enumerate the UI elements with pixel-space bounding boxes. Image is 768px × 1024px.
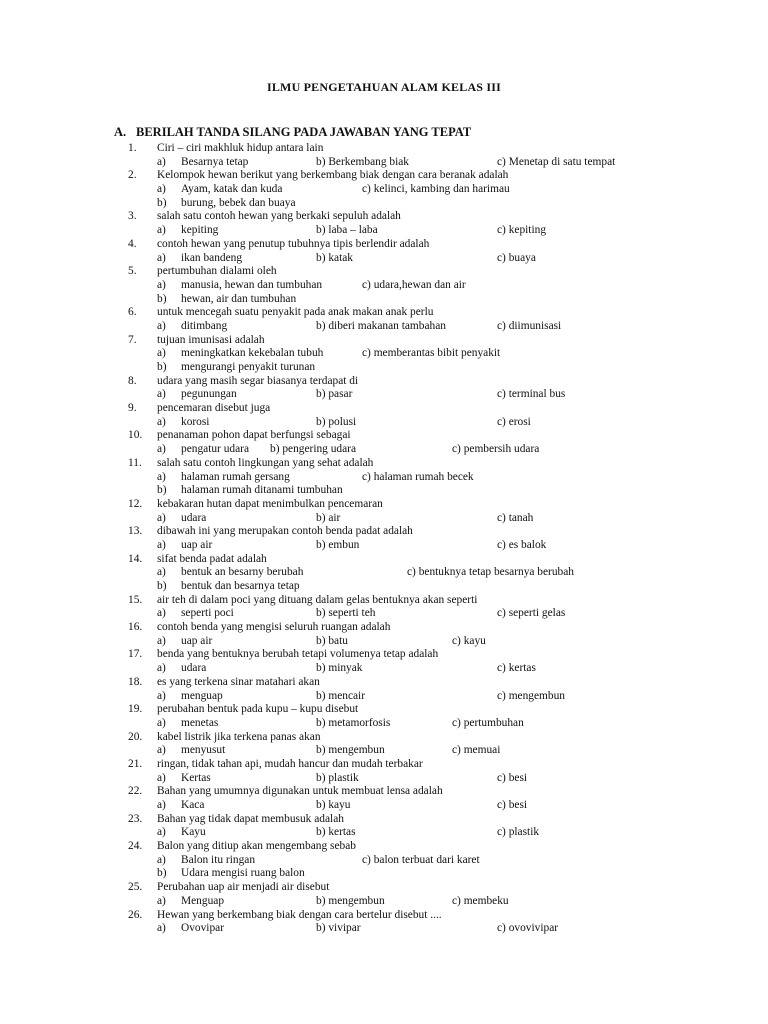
answer-options-row: [0, 443, 768, 457]
option-letter: a): [157, 922, 166, 935]
option-letter: a): [157, 347, 166, 360]
answer-option[interactable]: b) mencair: [316, 689, 366, 702]
question-number: 7.: [128, 333, 137, 346]
question-number: 1.: [128, 142, 137, 154]
option-letter: b): [157, 580, 167, 592]
answer-options-row: [0, 279, 768, 293]
question-item: [0, 909, 768, 923]
answer-option[interactable]: b) polusi: [316, 415, 357, 428]
question-item: [0, 402, 768, 416]
answer-option[interactable]: [157, 566, 303, 580]
option-text: meningkatkan kekebalan tubuh: [181, 347, 324, 360]
option-letter: a): [157, 155, 166, 168]
answer-options-row: [0, 484, 768, 498]
answer-options-row: [0, 854, 768, 868]
question-text: penanaman pohon dapat berfungsi sebagai: [157, 429, 351, 442]
option-text: menguap: [181, 689, 223, 702]
answer-option[interactable]: c) udara,hewan dan air: [362, 278, 466, 291]
answer-option[interactable]: [157, 279, 322, 293]
answer-option[interactable]: [157, 512, 206, 526]
answer-option[interactable]: [157, 867, 305, 881]
question-text: pencemaran disebut juga: [157, 402, 271, 415]
answer-option[interactable]: [157, 388, 237, 402]
question-text: Perubahan uap air menjadi air disebut: [157, 881, 330, 894]
answer-option[interactable]: [157, 607, 234, 621]
question-item: [0, 758, 768, 772]
answer-option[interactable]: [157, 347, 323, 361]
question-item: [0, 457, 768, 471]
question-number: 10.: [128, 429, 143, 442]
answer-option[interactable]: [157, 539, 212, 553]
answer-options-row: [0, 471, 768, 485]
answer-option[interactable]: [157, 197, 296, 211]
answer-option[interactable]: [157, 252, 242, 266]
question-text: untuk mencegah suatu penyakit pada anak makan anak perlu: [157, 306, 434, 319]
question-number: 11.: [128, 456, 142, 469]
question-number: 17.: [128, 648, 143, 661]
option-letter: a): [157, 251, 166, 264]
answer-options-row: [0, 416, 768, 430]
answer-option[interactable]: [157, 183, 282, 197]
answer-option[interactable]: b) katak: [316, 251, 354, 264]
answer-option[interactable]: c) pembersih udara: [452, 443, 540, 456]
question-number: 12.: [128, 497, 143, 510]
option-letter: b): [157, 196, 167, 209]
question-text: es yang terkena sinar matahari akan: [157, 675, 320, 688]
option-letter: a): [157, 689, 166, 702]
question-number: 21.: [128, 757, 143, 770]
answer-option[interactable]: c) ovovivipar: [497, 922, 559, 935]
answer-option[interactable]: c) erosi: [497, 415, 531, 428]
option-text: ikan bandeng: [181, 251, 243, 264]
answer-option[interactable]: c) mengembun: [497, 689, 566, 702]
answer-option[interactable]: [157, 854, 255, 868]
answer-option[interactable]: b) Berkembang biak: [316, 155, 409, 168]
question-text: kabel listrik jika terkena panas akan: [157, 730, 321, 743]
question-number: 4.: [128, 237, 137, 250]
answer-options-row: [0, 156, 768, 170]
option-text: pengatur udara: [181, 443, 249, 456]
option-text: Udara mengisi ruang balon: [181, 867, 305, 880]
option-text: halaman rumah ditanami tumbuhan: [181, 484, 343, 497]
question-text: tujuan imunisasi adalah: [157, 333, 265, 346]
option-text: uap air: [181, 634, 213, 647]
question-item: [0, 142, 768, 156]
answer-option[interactable]: [157, 416, 209, 430]
question-item: [0, 238, 768, 252]
answer-option[interactable]: [157, 361, 315, 375]
question-text: contoh hewan yang penutup tubuhnya tipis berlendir adalah: [157, 237, 430, 250]
answer-option[interactable]: [157, 484, 343, 498]
answer-option[interactable]: [157, 799, 204, 813]
answer-option[interactable]: b) embun: [316, 538, 360, 551]
answer-option[interactable]: b) seperti teh: [316, 607, 376, 620]
worksheet-title: ILMU PENGETAHUAN ALAM KELAS III: [266, 80, 501, 94]
question-item: [0, 594, 768, 608]
question-number: 15.: [128, 593, 143, 606]
section-heading-text: BERILAH TANDA SILANG PADA JAWABAN YANG TEPAT: [136, 125, 472, 139]
question-item: [0, 265, 768, 279]
question-item: [0, 840, 768, 854]
answer-option[interactable]: [157, 580, 300, 594]
question-text: dibawah ini yang merupakan contoh benda padat adalah: [157, 525, 413, 538]
option-text: halaman rumah gersang: [181, 470, 290, 483]
question-text: contoh benda yang mengisi seluruh ruangan adalah: [157, 621, 391, 634]
answer-option[interactable]: b) air: [316, 511, 341, 524]
option-letter: a): [157, 771, 166, 784]
option-text: mengurangi penyakit turunan: [181, 361, 316, 373]
option-letter: a): [157, 634, 166, 647]
question-text: salah satu contoh hewan yang berkaki sepuluh adalah: [157, 210, 401, 223]
option-letter: a): [157, 511, 166, 524]
question-number: 16.: [128, 621, 143, 634]
answer-options-row: [0, 690, 768, 704]
answer-option[interactable]: c) memberantas bibit penyakit: [362, 347, 501, 360]
answer-option[interactable]: [157, 443, 249, 457]
answer-option[interactable]: [157, 320, 227, 334]
option-letter: a): [157, 894, 166, 907]
answer-option[interactable]: b) kertas: [316, 826, 356, 839]
question-number: 9.: [128, 402, 137, 415]
answer-option[interactable]: c) halaman rumah becek: [362, 470, 474, 483]
option-text: Menguap: [181, 894, 225, 907]
answer-option[interactable]: [157, 224, 218, 238]
answer-options-row: [0, 361, 768, 375]
answer-option[interactable]: [157, 662, 206, 676]
option-letter: a): [157, 224, 166, 237]
question-item: [0, 525, 768, 539]
option-letter: a): [157, 662, 166, 675]
answer-option[interactable]: b) kayu: [316, 799, 351, 811]
answer-option[interactable]: c) Menetap di satu tempat: [497, 155, 616, 168]
answer-option[interactable]: [157, 690, 223, 704]
answer-options-row: [0, 922, 768, 936]
option-text: Ovovipar: [181, 922, 225, 935]
answer-options-row: [0, 293, 768, 307]
question-text: ringan, tidak tahan api, mudah hancur dan mudah terbakar: [157, 757, 423, 770]
option-text: ditimbang: [181, 319, 228, 332]
section-letter: A.: [114, 125, 127, 139]
answer-options-row: [0, 662, 768, 676]
question-number: 18.: [128, 675, 143, 688]
option-text: udara: [181, 511, 207, 524]
answer-options-row: [0, 512, 768, 526]
option-text: burung, bebek dan buaya: [181, 196, 296, 209]
question-item: [0, 169, 768, 183]
option-letter: a): [157, 278, 166, 291]
answer-options-row: [0, 826, 768, 840]
question-number: 13.: [128, 525, 143, 538]
answer-option[interactable]: c) memuai: [452, 744, 501, 757]
question-text: Bahan yag tidak dapat membusuk adalah: [157, 812, 344, 825]
answer-options-row: [0, 197, 768, 211]
answer-option[interactable]: c) buaya: [497, 251, 536, 264]
section-heading: [114, 125, 471, 140]
answer-option[interactable]: c) tanah: [497, 511, 534, 524]
question-text: perubahan bentuk pada kupu – kupu disebut: [157, 703, 359, 716]
option-letter: b): [157, 292, 167, 305]
answer-options-row: [0, 607, 768, 621]
answer-options-row: [0, 183, 768, 197]
option-text: Ayam, katak dan kuda: [181, 183, 283, 196]
option-text: Balon itu ringan: [181, 853, 256, 866]
question-item: [0, 676, 768, 690]
answer-option[interactable]: c) diimunisasi: [497, 319, 562, 332]
answer-option[interactable]: c) seperti gelas: [497, 607, 566, 620]
answer-option[interactable]: b) mengembun: [316, 744, 385, 757]
question-item: [0, 334, 768, 348]
answer-options-row: [0, 566, 768, 580]
question-item: [0, 881, 768, 895]
option-letter: a): [157, 853, 166, 866]
option-letter: a): [157, 799, 166, 811]
option-text: seperti poci: [181, 607, 234, 620]
question-text: Ciri – ciri makhluk hidup antara lain: [157, 142, 324, 154]
question-item: [0, 210, 768, 224]
question-item: [0, 731, 768, 745]
question-item: [0, 648, 768, 662]
question-text: sifat benda padat adalah: [157, 552, 267, 565]
option-letter: a): [157, 319, 166, 332]
option-text: bentuk dan besarnya tetap: [181, 580, 300, 592]
option-text: Kayu: [181, 826, 206, 839]
answer-option[interactable]: [157, 744, 225, 758]
option-text: kepiting: [181, 224, 219, 237]
answer-option[interactable]: c) bentuknya tetap besarnya berubah: [407, 566, 574, 579]
answer-option[interactable]: b) laba – laba: [316, 224, 378, 237]
question-item: [0, 813, 768, 827]
answer-option[interactable]: c) besi: [497, 799, 528, 811]
question-text: pertumbuhan dialami oleh: [157, 265, 277, 278]
answer-option[interactable]: c) kepiting: [497, 224, 547, 237]
answer-option[interactable]: b) diberi makanan tambahan: [316, 319, 446, 332]
answer-options-row: [0, 744, 768, 758]
question-number: 20.: [128, 730, 143, 743]
answer-option[interactable]: [157, 772, 211, 786]
question-number: 25.: [128, 881, 143, 894]
option-text: uap air: [181, 538, 213, 551]
answer-option[interactable]: b) pengering udara: [270, 443, 357, 456]
answer-options-row: [0, 580, 768, 594]
question-text: Bahan yang umumnya digunakan untuk membuat lensa adalah: [157, 785, 443, 798]
question-text: Hewan yang berkembang biak dengan cara bertelur disebut ....: [157, 908, 442, 921]
answer-option[interactable]: b) pasar: [316, 388, 353, 401]
answer-option[interactable]: [157, 895, 224, 909]
option-letter: a): [157, 826, 166, 839]
answer-option[interactable]: b) minyak: [316, 662, 363, 675]
answer-options-row: [0, 539, 768, 553]
question-item: [0, 703, 768, 717]
answer-options-row: [0, 895, 768, 909]
option-text: bentuk an besarny berubah: [181, 566, 304, 579]
question-text: udara yang masih segar biasanya terdapat di: [157, 374, 359, 387]
answer-option[interactable]: c) es balok: [497, 538, 547, 551]
question-number: 24.: [128, 840, 143, 853]
answer-options-row: [0, 717, 768, 731]
answer-option[interactable]: [157, 635, 212, 649]
question-item: [0, 621, 768, 635]
option-letter: a): [157, 443, 166, 456]
question-number: 2.: [128, 169, 137, 182]
answer-option[interactable]: c) balon terbuat dari karet: [362, 853, 480, 866]
answer-option[interactable]: [157, 156, 248, 170]
answer-option[interactable]: c) membeku: [452, 894, 509, 907]
question-number: 6.: [128, 306, 137, 319]
answer-option[interactable]: [157, 293, 296, 307]
answer-options-row: [0, 772, 768, 786]
option-text: manusia, hewan dan tumbuhan: [181, 278, 323, 291]
answer-options-row: [0, 224, 768, 238]
question-text: benda yang bentuknya berubah tetapi volumenya tetap adalah: [157, 648, 439, 661]
question-list: [0, 142, 768, 936]
answer-option[interactable]: c) terminal bus: [497, 388, 566, 401]
option-letter: a): [157, 388, 166, 401]
option-text: Kaca: [181, 799, 205, 811]
answer-option[interactable]: c) besi: [497, 771, 528, 784]
question-item: [0, 306, 768, 320]
option-letter: a): [157, 538, 166, 551]
question-number: 23.: [128, 812, 143, 825]
option-letter: a): [157, 716, 166, 729]
question-number: 22.: [128, 785, 143, 798]
answer-option[interactable]: b) metamorfosis: [316, 716, 391, 729]
option-letter: a): [157, 183, 166, 196]
answer-option[interactable]: [157, 471, 290, 485]
option-text: pegunungan: [181, 388, 237, 401]
answer-options-row: [0, 320, 768, 334]
question-number: 5.: [128, 265, 137, 278]
question-number: 14.: [128, 552, 143, 565]
question-item: [0, 785, 768, 799]
answer-option[interactable]: c) kelinci, kambing dan harimau: [362, 183, 510, 196]
question-item: [0, 498, 768, 512]
option-letter: b): [157, 484, 167, 497]
question-item: [0, 375, 768, 389]
option-text: Besarnya tetap: [181, 155, 249, 168]
option-text: menetas: [181, 716, 219, 729]
question-text: Kelompok hewan berikut yang berkembang biak dengan cara beranak adalah: [157, 169, 509, 182]
question-text: air teh di dalam poci yang dituang dalam gelas bentuknya akan seperti: [157, 593, 478, 606]
question-item: [0, 553, 768, 567]
answer-option[interactable]: [157, 826, 206, 840]
option-letter: b): [157, 361, 167, 373]
answer-option[interactable]: c) kayu: [452, 634, 486, 647]
answer-options-row: [0, 347, 768, 361]
option-letter: a): [157, 566, 166, 579]
question-text: salah satu contoh lingkungan yang sehat adalah: [157, 456, 374, 469]
option-letter: b): [157, 867, 167, 880]
answer-option[interactable]: b) plastik: [316, 771, 359, 784]
question-text: kebakaran hutan dapat menimbulkan pencemaran: [157, 497, 383, 510]
question-number: 8.: [128, 374, 137, 387]
answer-option[interactable]: b) batu: [316, 634, 348, 647]
option-letter: a): [157, 470, 166, 483]
answer-options-row: [0, 252, 768, 266]
answer-options-row: [0, 388, 768, 402]
answer-option[interactable]: b) mengembun: [316, 894, 385, 907]
option-letter: a): [157, 607, 166, 620]
option-text: hewan, air dan tumbuhan: [181, 292, 297, 305]
option-text: Kertas: [181, 771, 211, 784]
answer-option[interactable]: [157, 717, 218, 731]
answer-options-row: [0, 799, 768, 813]
question-item: [0, 429, 768, 443]
option-letter: a): [157, 744, 166, 757]
answer-option[interactable]: [157, 922, 224, 936]
option-letter: a): [157, 415, 166, 428]
question-text: Balon yang ditiup akan mengembang sebab: [157, 840, 356, 853]
answer-option[interactable]: b) vivipar: [316, 922, 361, 935]
question-number: 26.: [128, 908, 143, 921]
answer-options-row: [0, 635, 768, 649]
question-number: 19.: [128, 703, 143, 716]
answer-option[interactable]: c) plastik: [497, 826, 540, 839]
option-text: udara: [181, 662, 207, 675]
option-text: korosi: [181, 415, 210, 428]
option-text: menyusut: [181, 744, 226, 757]
answer-option[interactable]: c) kertas: [497, 662, 536, 675]
answer-options-row: [0, 867, 768, 881]
question-number: 3.: [128, 210, 137, 223]
answer-option[interactable]: c) pertumbuhan: [452, 716, 524, 729]
